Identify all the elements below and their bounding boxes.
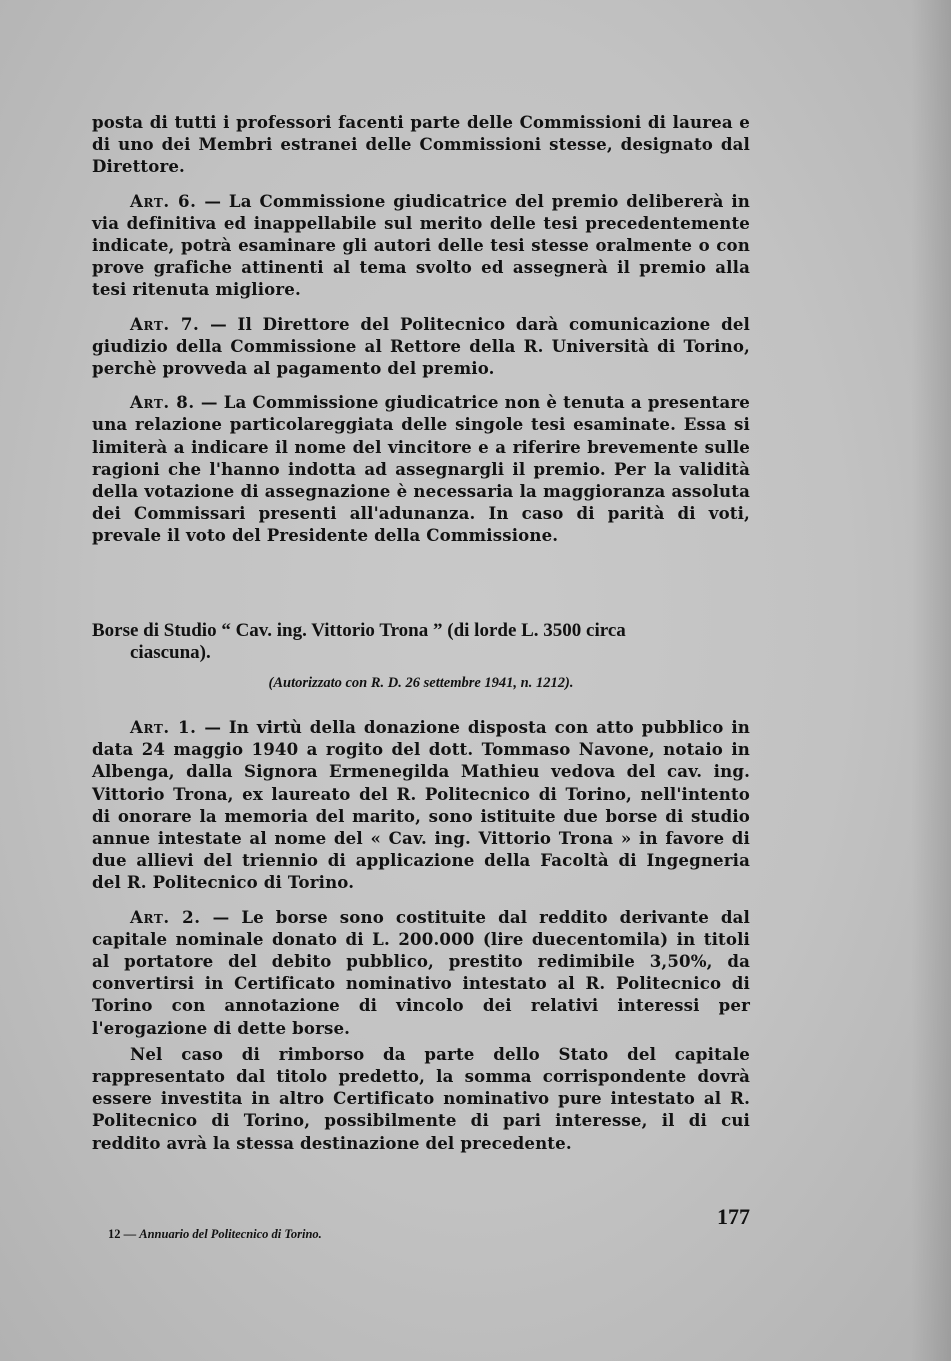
article-text: — La Commissione giudicatrice del premio delibererà in via definitiva ed inappellabile sul merito delle tesi precedentemente indicate, potrà esaminare gli autori delle tesi stesse oralmente o con prove grafiche attinenti al tema svolto ed assegnerà il premio alla tesi ritenuta migliore. xyxy=(92,190,751,300)
paragraph-rimborso: Nel caso di rimborso da parte dello Stato del capitale rappresentato dal titolo predetto, la somma corrispondente dovrà essere investita in altro Certificato nominativo pure intestato al R. Politecnico di Torino, possibilmente di pari interesse, il di cui reddito avrà la stessa destinazione del precedente. xyxy=(92,1043,750,1153)
paragraph-art-7 xyxy=(92,313,750,380)
page-number: 177 xyxy=(717,1204,750,1229)
top-text-block xyxy=(92,111,750,547)
heading-line-1: Borse di Studio “ Cav. ing. Vittorio Trona ” (di lorde L. 3500 circa xyxy=(92,620,626,641)
paragraph-art-8 xyxy=(92,391,750,546)
article-label: Art. 8. xyxy=(130,392,195,413)
paragraph-continuation: posta di tutti i professori facenti parte delle Commissioni di laurea e di uno dei Membri estranei delle Commissioni stesse, designato dal Direttore. xyxy=(92,112,750,177)
article-text: — Le borse sono costituite dal reddito derivante dal capitale nominale donato di L. 200.000 (lire duecentomila) in titoli al portatore del debito pubblico, prestito redimibile 3,50%, da convertirsi in Certificato nominativo intestato al R. Politecnico di Torino con annotazione di vincolo dei relativi interessi per l'erogazione di dette borse. xyxy=(92,906,750,1038)
article-text: — In virtù della donazione disposta con atto pubblico in data 24 maggio 1940 a rogito del dott. Tommaso Navone, notaio in Albenga, dalla Signora Ermenegilda Mathieu vedova del cav. ing. Vittorio Trona, ex laureato del R. Politecnico di Torino, nell'intento di onorare la memoria del marito, sono istituite due borse di studio annue intestate al nome del « Cav. ing. Vittorio Trona » in favore di due allievi del triennio di applicazione della Facoltà di Ingegneria del R. Politecnico di Torino. xyxy=(92,717,750,893)
signature-mark: 12 — xyxy=(108,1227,137,1241)
footer-signature xyxy=(108,1227,322,1242)
section-heading xyxy=(92,620,750,664)
publication-title: Annuario del Politecnico di Torino. xyxy=(139,1227,322,1241)
bottom-text-block xyxy=(92,716,750,1154)
article-label: Art. 6. xyxy=(130,190,197,211)
article-text: — Il Direttore del Politecnico darà comunicazione del giudizio della Commissione al Rettore della R. Università di Torino, perchè provveda al pagamento del premio. xyxy=(92,313,750,379)
article-text: — La Commissione giudicatrice non è tenuta a presentare una relazione particolareggiata delle singole tesi esaminate. Essa si limiterà a indicare il nome del vincitore e a riferire brevemente sulle ragioni che l'hanno indotta ad assegnargli il premio. Per la validità della votazione di assegnazione è necessaria la maggioranza assoluta dei Commissari presenti all'adunanza. In caso di parità di voti, prevale il voto del Presidente della Commissione. xyxy=(92,392,750,546)
paragraph-art-6 xyxy=(92,190,750,301)
paragraph-art-2 xyxy=(92,906,750,1039)
article-label: Art. 1. xyxy=(130,717,197,737)
authorization-note: (Autorizzato con R. D. 26 settembre 1941, n. 1212). xyxy=(268,675,574,691)
page-edge-shadow xyxy=(911,0,951,1361)
article-label: Art. 2. xyxy=(130,906,201,927)
paragraph-art-1 xyxy=(92,716,750,894)
heading-line-2: ciascuna). xyxy=(130,642,211,663)
article-label: Art. 7. xyxy=(130,313,200,334)
